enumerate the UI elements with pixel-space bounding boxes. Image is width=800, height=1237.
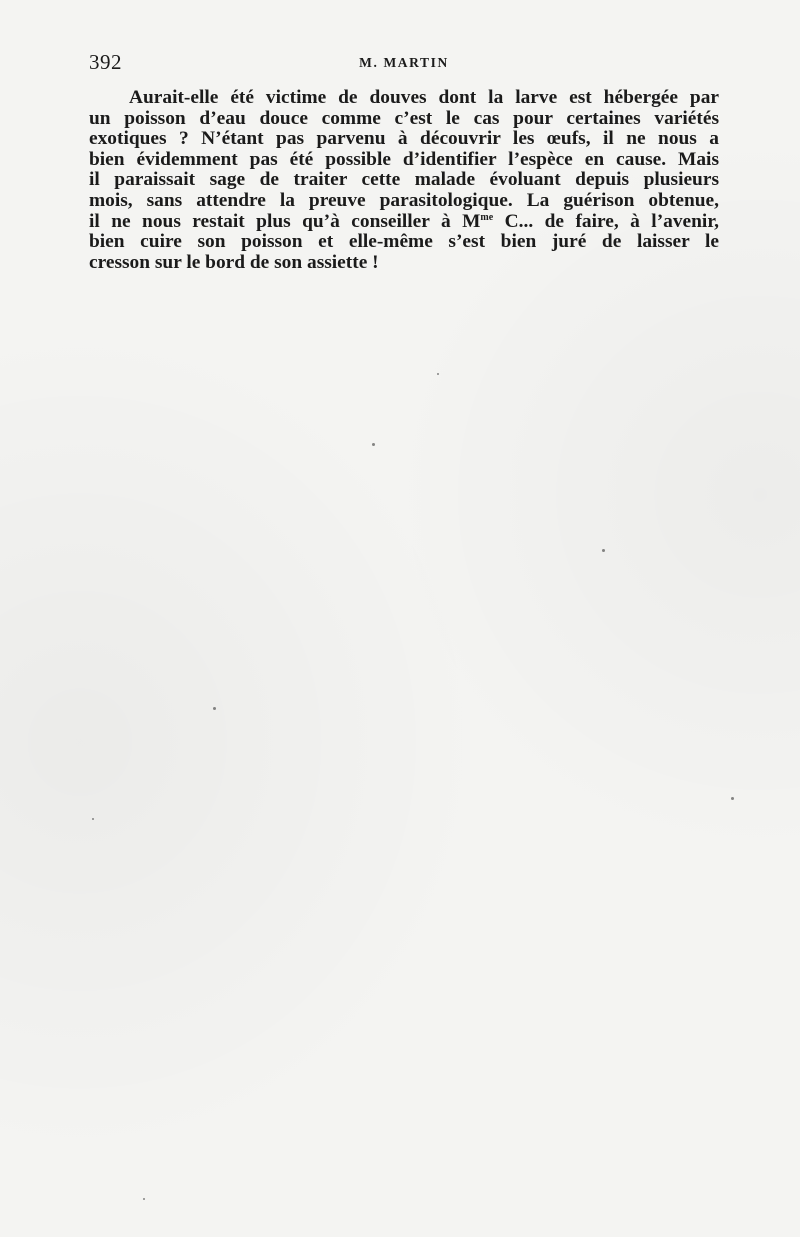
scan-speck	[92, 818, 94, 820]
scan-speck	[437, 373, 439, 375]
text-line: bien évidemment pas été possible d’identifier l’espèce en cause. Mais	[89, 148, 719, 170]
running-head	[89, 50, 719, 76]
body-paragraph	[89, 88, 719, 273]
text-fragment: C... de faire, à l’avenir,	[493, 210, 719, 232]
text-line: exotiques ? N’étant pas parvenu à découvrir les œufs, il ne nous a	[89, 128, 719, 150]
text-line: mois, sans attendre la preuve parasitologique. La guérison obtenue,	[89, 189, 719, 211]
text-line: Aurait-elle été victime de douves dont la larve est hébergée par	[129, 87, 719, 108]
running-title: M. MARTIN	[359, 55, 449, 70]
text-line: bien cuire son poisson et elle-même s’est bien juré de laisser le	[89, 231, 719, 253]
superscript: me	[480, 211, 494, 223]
page-number: 392	[89, 50, 122, 74]
scan-speck	[213, 707, 216, 710]
scan-speck	[372, 443, 375, 446]
text-fragment: il ne nous restait plus qu’à conseiller à M	[89, 210, 481, 232]
scan-speck	[602, 549, 605, 552]
scan-speck	[143, 1198, 145, 1200]
text-line: un poisson d’eau douce comme c’est le cas pour certaines variétés	[89, 107, 719, 129]
text-line: il paraissait sage de traiter cette malade évoluant depuis plusieurs	[89, 169, 719, 191]
scan-speck	[731, 797, 734, 800]
text-line	[89, 212, 719, 233]
text-line: cresson sur le bord de son assiette !	[89, 251, 379, 273]
